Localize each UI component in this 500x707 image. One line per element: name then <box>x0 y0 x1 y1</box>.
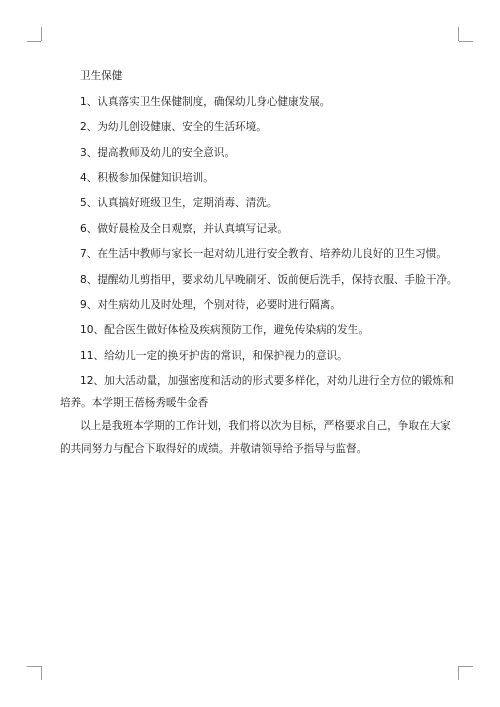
list-item: 4、积极参加保健知识培训。 <box>80 172 214 184</box>
list-item: 5、认真搞好班级卫生，定期消毒、清洗。 <box>80 197 278 209</box>
list-item: 8、提醒幼儿剪指甲，要求幼儿早晚刷牙、饭前便后洗手，保持衣服、手脸干净。 <box>80 274 458 286</box>
section-heading: 卫生保健 <box>80 70 123 82</box>
crop-mark-top-right-v <box>458 27 459 41</box>
crop-mark-top-left-h <box>27 41 41 42</box>
list-item: 3、提高教师及幼儿的安全意识。 <box>80 147 236 159</box>
list-item: 2、为幼儿创设健康、安全的生活环境。 <box>80 121 267 133</box>
list-item: 1、认真落实卫生保健制度，确保幼儿身心健康发展。 <box>80 96 331 108</box>
crop-mark-bottom-left-h <box>27 666 41 667</box>
crop-mark-bottom-right-v <box>458 666 459 680</box>
list-item: 9、对生病幼儿及时处理，个别对待，必要时进行隔离。 <box>80 299 341 311</box>
crop-mark-top-left-v <box>41 27 42 41</box>
crop-mark-bottom-left-v <box>41 666 42 680</box>
list-item: 11、给幼儿一定的换牙护齿的常识，和保护视力的意识。 <box>80 350 348 362</box>
closing-paragraph: 以上是我班本学期的工作计划，我们将以次为目标，严格要求自己，争取在大家 <box>80 420 451 432</box>
crop-mark-bottom-right-h <box>459 666 473 667</box>
list-item: 12、加大活动量，加强密度和活动的形式要多样化，对幼儿进行全方位的锻炼和 <box>80 375 454 387</box>
list-item: 10、配合医生做好体检及疾病预防工作，避免传染病的发生。 <box>80 324 369 336</box>
list-item: 6、做好晨检及全日观察，并认真填写记录。 <box>80 223 289 235</box>
closing-paragraph-continuation: 的共同努力与配合下取得好的成绩。并敬请领导给予指导与监督。 <box>60 443 368 455</box>
crop-mark-top-right-h <box>459 41 473 42</box>
list-item-continuation: 培养。本学期王蓓杨秀暖牛金香 <box>60 397 209 409</box>
list-item: 7、在生活中教师与家长一起对幼儿进行安全教育、培养幼儿良好的卫生习惯。 <box>80 248 447 260</box>
